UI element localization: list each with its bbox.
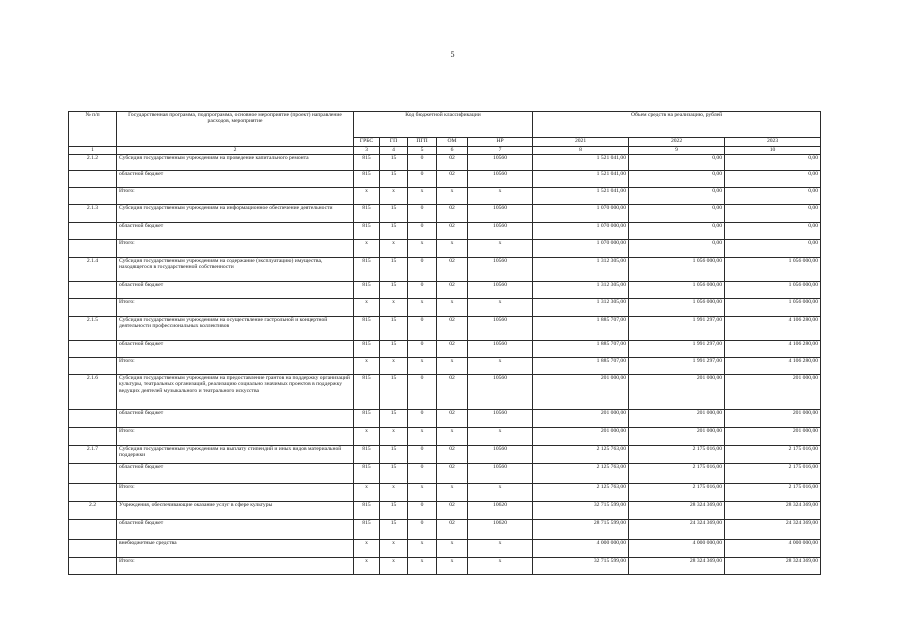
row-number: [69, 428, 117, 446]
amount-2022: 24 324 369,00: [629, 520, 725, 540]
budget-table: [68, 111, 821, 575]
code-pgp: 0: [408, 223, 437, 240]
code-nr: 10560: [468, 171, 533, 188]
code-om: 02: [437, 317, 468, 341]
code-pgp: х: [408, 558, 437, 575]
code-nr: х: [468, 358, 533, 375]
amount-2023: 4 106 280,00: [725, 317, 821, 341]
table-row: [69, 240, 821, 258]
column-index: 4: [380, 147, 408, 155]
table-row: [69, 484, 821, 502]
row-number: [69, 520, 117, 540]
amount-2023: 2 175 016,00: [725, 484, 821, 502]
code-grbs: 815: [354, 410, 380, 428]
amount-2023: 1 056 000,00: [725, 299, 821, 317]
row-name: Субсидия государственным учреждениям на предоставление грантов на поддержку организаций культуры, театральных организаций, реализацию социально значимых проектов в поддержку ведущих деятелей музыкального и театрального искусства: [117, 375, 354, 410]
amount-2023: 2 175 016,00: [725, 446, 821, 464]
table-row: [69, 375, 821, 410]
amount-2022: 0,00: [629, 188, 725, 205]
amount-2023: 0,00: [725, 155, 821, 171]
amount-2022: 201 000,00: [629, 375, 725, 410]
row-number: 2.1.6: [69, 375, 117, 410]
code-gp: 15: [380, 155, 408, 171]
amount-2021: 1 070 000,00: [533, 205, 629, 223]
column-index: 2: [117, 147, 354, 155]
code-grbs: 815: [354, 205, 380, 223]
code-gp: х: [380, 558, 408, 575]
table-row: [69, 188, 821, 205]
code-gp: 15: [380, 446, 408, 464]
amount-2021: 201 000,00: [533, 375, 629, 410]
row-name: областной бюджет: [117, 520, 354, 540]
row-number: [69, 540, 117, 558]
amount-2022: 2 175 016,00: [629, 464, 725, 484]
amount-2023: 201 000,00: [725, 428, 821, 446]
amount-2022: 0,00: [629, 171, 725, 188]
table-row: [69, 520, 821, 540]
code-nr: 10560: [468, 446, 533, 464]
table-row: [69, 299, 821, 317]
code-grbs: х: [354, 428, 380, 446]
code-grbs: 815: [354, 171, 380, 188]
table-row: [69, 358, 821, 375]
amount-2023: 4 000 000,00: [725, 540, 821, 558]
amount-2023: 28 324 369,00: [725, 502, 821, 520]
header-num: № п/п: [69, 112, 117, 147]
amount-2022: 1 991 297,00: [629, 358, 725, 375]
code-om: 02: [437, 155, 468, 171]
amount-2021: 32 715 599,00: [533, 558, 629, 575]
code-nr: 10560: [468, 205, 533, 223]
code-grbs: 815: [354, 317, 380, 341]
table-row: [69, 502, 821, 520]
code-om: х: [437, 428, 468, 446]
table-row: [69, 558, 821, 575]
row-name: областной бюджет: [117, 410, 354, 428]
amount-2023: 0,00: [725, 240, 821, 258]
row-number: 2.2: [69, 502, 117, 520]
table-row: [69, 464, 821, 484]
code-om: х: [437, 299, 468, 317]
code-gp: 15: [380, 258, 408, 282]
code-pgp: 0: [408, 205, 437, 223]
code-gp: 15: [380, 464, 408, 484]
row-name: областной бюджет: [117, 464, 354, 484]
code-gp: х: [380, 428, 408, 446]
column-index: 5: [408, 147, 437, 155]
amount-2022: 201 000,00: [629, 410, 725, 428]
code-om: 02: [437, 282, 468, 299]
code-pgp: 0: [408, 341, 437, 358]
table-row: [69, 205, 821, 223]
code-om: 02: [437, 258, 468, 282]
code-om: 02: [437, 375, 468, 410]
table-row: [69, 428, 821, 446]
code-grbs: х: [354, 188, 380, 205]
code-om: 02: [437, 410, 468, 428]
amount-2021: 1 312 305,00: [533, 282, 629, 299]
row-name: Итого:: [117, 188, 354, 205]
header-code-nr: НР: [468, 138, 533, 147]
table-row: [69, 540, 821, 558]
row-number: [69, 223, 117, 240]
code-pgp: 0: [408, 282, 437, 299]
code-nr: 10560: [468, 464, 533, 484]
code-om: х: [437, 240, 468, 258]
code-pgp: х: [408, 188, 437, 205]
row-name: Субсидия государственным учреждениям на содержание (эксплуатацию) имущества, находящегося в государственной собственности: [117, 258, 354, 282]
row-name: Итого:: [117, 299, 354, 317]
code-gp: х: [380, 484, 408, 502]
code-gp: х: [380, 540, 408, 558]
amount-2021: 32 715 599,00: [533, 502, 629, 520]
header-code-grbs: ГРБС: [354, 138, 380, 147]
code-gp: х: [380, 240, 408, 258]
amount-2022: 1 056 000,00: [629, 299, 725, 317]
row-number: [69, 410, 117, 428]
code-om: 02: [437, 171, 468, 188]
code-nr: х: [468, 558, 533, 575]
code-pgp: 0: [408, 317, 437, 341]
code-om: 02: [437, 464, 468, 484]
amount-2022: 1 991 297,00: [629, 317, 725, 341]
header-year-2023: 2023: [725, 138, 821, 147]
row-name: Итого:: [117, 484, 354, 502]
code-om: 02: [437, 205, 468, 223]
row-name: областной бюджет: [117, 341, 354, 358]
amount-2023: 4 106 280,00: [725, 358, 821, 375]
code-grbs: 815: [354, 502, 380, 520]
row-name: Субсидия государственным учреждениям на осуществление гастрольной и концертной деятельности профессиональных коллективов: [117, 317, 354, 341]
code-nr: 10560: [468, 223, 533, 240]
amount-2023: 4 106 280,00: [725, 341, 821, 358]
code-om: х: [437, 540, 468, 558]
row-name: Итого:: [117, 240, 354, 258]
code-pgp: х: [408, 240, 437, 258]
code-grbs: х: [354, 540, 380, 558]
code-pgp: 0: [408, 258, 437, 282]
code-grbs: 815: [354, 282, 380, 299]
column-index: 8: [533, 147, 629, 155]
code-pgp: 0: [408, 446, 437, 464]
amount-2021: 1 521 041,00: [533, 171, 629, 188]
code-nr: 10620: [468, 520, 533, 540]
code-grbs: 815: [354, 258, 380, 282]
code-gp: 15: [380, 223, 408, 240]
table-row: [69, 282, 821, 299]
code-pgp: 0: [408, 171, 437, 188]
row-number: [69, 171, 117, 188]
row-name: Итого:: [117, 428, 354, 446]
amount-2021: 28 715 599,00: [533, 520, 629, 540]
code-nr: 10560: [468, 317, 533, 341]
code-pgp: 0: [408, 520, 437, 540]
row-name: Субсидия государственным учреждениям на выплату стипендий и иных видов материальной поддержки: [117, 446, 354, 464]
code-grbs: х: [354, 558, 380, 575]
amount-2023: 1 056 000,00: [725, 282, 821, 299]
code-gp: 15: [380, 520, 408, 540]
amount-2022: 201 000,00: [629, 428, 725, 446]
code-gp: 15: [380, 341, 408, 358]
header-name: Государственная программа, подпрограмма, основное мероприятие (проект) направление расходов, мероприятие: [117, 112, 354, 147]
code-grbs: 815: [354, 223, 380, 240]
code-pgp: х: [408, 428, 437, 446]
code-nr: 10560: [468, 410, 533, 428]
code-nr: х: [468, 540, 533, 558]
amount-2023: 201 000,00: [725, 410, 821, 428]
code-nr: х: [468, 428, 533, 446]
amount-2022: 1 991 297,00: [629, 341, 725, 358]
row-name: Итого:: [117, 358, 354, 375]
amount-2023: 0,00: [725, 171, 821, 188]
amount-2022: 2 175 016,00: [629, 484, 725, 502]
code-gp: 15: [380, 502, 408, 520]
amount-2021: 2 125 763,00: [533, 484, 629, 502]
amount-2022: 28 324 369,00: [629, 502, 725, 520]
column-index: 9: [629, 147, 725, 155]
column-index: 1: [69, 147, 117, 155]
code-gp: х: [380, 299, 408, 317]
code-gp: х: [380, 358, 408, 375]
code-nr: х: [468, 484, 533, 502]
amount-2021: 1 070 000,00: [533, 223, 629, 240]
row-name: Субсидия государственным учреждениям на проведение капитального ремонта: [117, 155, 354, 171]
code-om: х: [437, 558, 468, 575]
code-grbs: 815: [354, 446, 380, 464]
column-index: 3: [354, 147, 380, 155]
amount-2021: 1 070 000,00: [533, 240, 629, 258]
header-year-2021: 2021: [533, 138, 629, 147]
code-om: 02: [437, 446, 468, 464]
code-grbs: х: [354, 484, 380, 502]
amount-2022: 1 056 000,00: [629, 258, 725, 282]
amount-2021: 1 885 707,00: [533, 341, 629, 358]
column-index: 10: [725, 147, 821, 155]
row-name: областной бюджет: [117, 223, 354, 240]
code-gp: 15: [380, 205, 408, 223]
code-pgp: х: [408, 484, 437, 502]
amount-2021: 2 125 763,00: [533, 446, 629, 464]
header-code-pgp: ПГП: [408, 138, 437, 147]
row-number: 2.1.4: [69, 258, 117, 282]
code-om: 02: [437, 502, 468, 520]
code-gp: 15: [380, 171, 408, 188]
code-nr: х: [468, 299, 533, 317]
code-om: х: [437, 188, 468, 205]
amount-2022: 1 056 000,00: [629, 282, 725, 299]
code-nr: х: [468, 240, 533, 258]
code-pgp: 0: [408, 155, 437, 171]
row-number: [69, 188, 117, 205]
amount-2021: 4 000 000,00: [533, 540, 629, 558]
header-code-om: ОМ: [437, 138, 468, 147]
amount-2023: 28 324 369,00: [725, 558, 821, 575]
column-index: 6: [437, 147, 468, 155]
code-pgp: 0: [408, 464, 437, 484]
amount-2022: 0,00: [629, 223, 725, 240]
code-nr: 10560: [468, 258, 533, 282]
amount-2023: 0,00: [725, 205, 821, 223]
amount-2022: 0,00: [629, 240, 725, 258]
row-number: [69, 484, 117, 502]
row-name: областной бюджет: [117, 171, 354, 188]
amount-2023: 201 000,00: [725, 375, 821, 410]
code-nr: 10560: [468, 282, 533, 299]
table-row: [69, 446, 821, 464]
code-pgp: 0: [408, 410, 437, 428]
table-row: [69, 258, 821, 282]
amount-2022: 4 000 000,00: [629, 540, 725, 558]
row-number: [69, 341, 117, 358]
header-code-gp: ГП: [380, 138, 408, 147]
code-grbs: 815: [354, 155, 380, 171]
row-number: [69, 299, 117, 317]
amount-2023: 2 175 016,00: [725, 464, 821, 484]
row-name: Итого:: [117, 558, 354, 575]
code-grbs: 815: [354, 375, 380, 410]
column-index: 7: [468, 147, 533, 155]
code-nr: 10620: [468, 502, 533, 520]
amount-2022: 0,00: [629, 205, 725, 223]
row-number: [69, 358, 117, 375]
page-number: 5: [450, 50, 455, 59]
amount-2022: 28 324 369,00: [629, 558, 725, 575]
code-nr: 10560: [468, 341, 533, 358]
row-number: 2.1.2: [69, 155, 117, 171]
code-om: 02: [437, 520, 468, 540]
amount-2022: 2 175 016,00: [629, 446, 725, 464]
code-gp: 15: [380, 375, 408, 410]
code-pgp: х: [408, 299, 437, 317]
table-row: [69, 223, 821, 240]
row-number: 2.1.3: [69, 205, 117, 223]
amount-2021: 201 000,00: [533, 410, 629, 428]
header-year-2022: 2022: [629, 138, 725, 147]
code-grbs: 815: [354, 520, 380, 540]
code-nr: х: [468, 188, 533, 205]
amount-2021: 1 312 305,00: [533, 258, 629, 282]
code-om: 02: [437, 341, 468, 358]
amount-2023: 24 324 369,00: [725, 520, 821, 540]
amount-2023: 0,00: [725, 188, 821, 205]
row-name: Учреждения, обеспечивающие оказание услуг в сфере культуры: [117, 502, 354, 520]
table-row: [69, 155, 821, 171]
row-number: 2.1.7: [69, 446, 117, 464]
table-row: [69, 410, 821, 428]
code-grbs: х: [354, 240, 380, 258]
table-row: [69, 317, 821, 341]
amount-2022: 0,00: [629, 155, 725, 171]
amount-2021: 2 125 763,00: [533, 464, 629, 484]
code-pgp: 0: [408, 375, 437, 410]
row-number: 2.1.5: [69, 317, 117, 341]
amount-2021: 1 521 041,00: [533, 155, 629, 171]
code-om: х: [437, 484, 468, 502]
header-code-group: Код бюджетной классификации: [354, 112, 533, 138]
column-index-row: [69, 147, 821, 155]
code-gp: 15: [380, 282, 408, 299]
code-grbs: 815: [354, 341, 380, 358]
code-pgp: х: [408, 358, 437, 375]
amount-2023: 0,00: [725, 223, 821, 240]
code-pgp: х: [408, 540, 437, 558]
row-number: [69, 464, 117, 484]
code-gp: 15: [380, 410, 408, 428]
row-name: внебюджетные средства: [117, 540, 354, 558]
code-nr: 10560: [468, 375, 533, 410]
header-volume-group: Объем средств на реализацию, рублей: [533, 112, 821, 138]
code-nr: 10560: [468, 155, 533, 171]
amount-2021: 1 885 707,00: [533, 358, 629, 375]
code-grbs: х: [354, 299, 380, 317]
code-om: 02: [437, 223, 468, 240]
row-name: областной бюджет: [117, 282, 354, 299]
amount-2021: 201 000,00: [533, 428, 629, 446]
row-name: Субсидия государственным учреждениям на информационное обеспечение деятельности: [117, 205, 354, 223]
row-number: [69, 558, 117, 575]
amount-2021: 1 312 305,00: [533, 299, 629, 317]
code-pgp: 0: [408, 502, 437, 520]
table-row: [69, 341, 821, 358]
code-gp: 15: [380, 317, 408, 341]
amount-2023: 1 056 000,00: [725, 258, 821, 282]
code-grbs: х: [354, 358, 380, 375]
row-number: [69, 240, 117, 258]
row-number: [69, 282, 117, 299]
amount-2021: 1 885 707,00: [533, 317, 629, 341]
code-gp: х: [380, 188, 408, 205]
amount-2021: 1 521 041,00: [533, 188, 629, 205]
table-row: [69, 171, 821, 188]
code-om: х: [437, 358, 468, 375]
code-grbs: 815: [354, 464, 380, 484]
